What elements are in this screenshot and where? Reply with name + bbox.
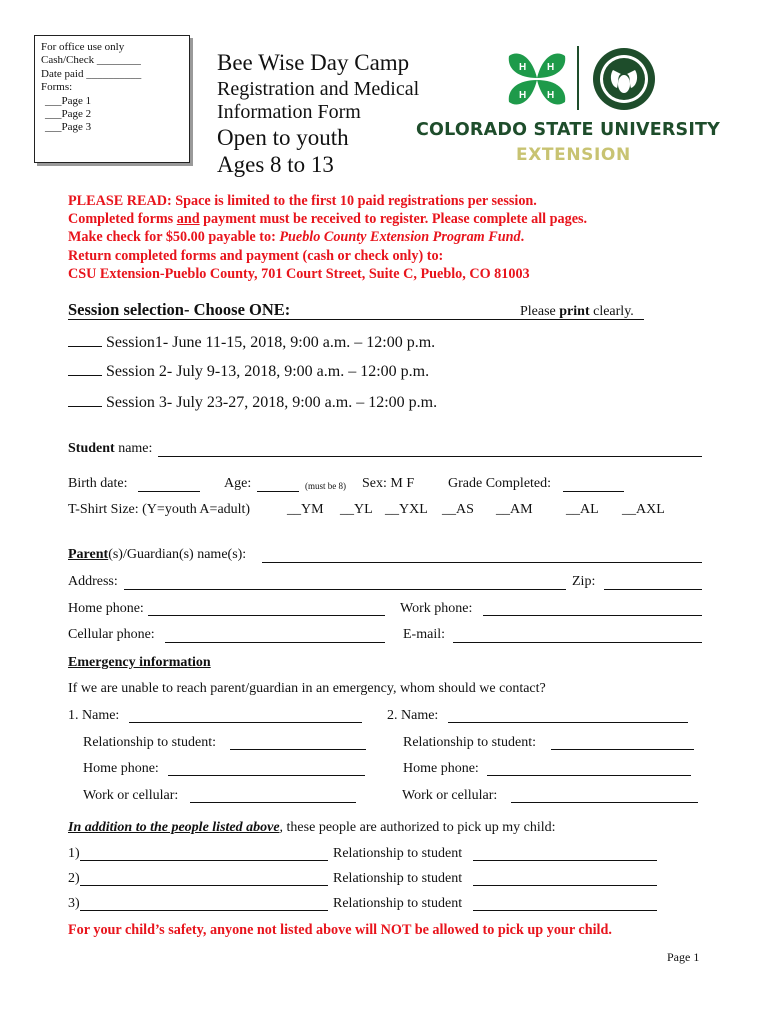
notice-line2-a: Completed forms xyxy=(68,211,177,228)
pickup-row-3: 3) xyxy=(68,896,80,911)
logo-divider xyxy=(577,46,579,110)
contact2-relationship-field[interactable] xyxy=(551,749,694,750)
pickup-relationship-field-3[interactable] xyxy=(473,910,657,911)
svg-text:H: H xyxy=(547,90,555,101)
birth-date-field[interactable] xyxy=(138,491,200,492)
age-note: (must be 8) xyxy=(305,481,346,491)
contact1-home-phone-field[interactable] xyxy=(168,775,365,776)
zip-label: Zip: xyxy=(572,574,596,589)
size-as[interactable]: __AS xyxy=(442,502,474,517)
pickup-intro xyxy=(68,820,556,836)
parent-label-rest: (s)/Guardian(s) name(s): xyxy=(108,547,247,562)
email-field[interactable] xyxy=(453,642,702,643)
student-label-bold: Student xyxy=(68,441,115,456)
size-yxl[interactable]: __YXL xyxy=(385,502,428,517)
contact2-name-label: 2. Name: xyxy=(387,708,439,723)
contact2-relationship-label: Relationship to student: xyxy=(403,735,536,750)
address-field[interactable] xyxy=(124,589,566,590)
pickup-row-2: 2) xyxy=(68,871,80,886)
cell-phone-label: Cellular phone: xyxy=(68,627,155,642)
size-al[interactable]: __AL xyxy=(566,502,599,517)
notice-line3-b: . xyxy=(520,229,525,246)
session1-blank[interactable] xyxy=(68,345,102,347)
session3-option[interactable] xyxy=(68,394,437,412)
office-page2: ___Page 2 xyxy=(45,108,92,121)
contact1-relationship-field[interactable] xyxy=(230,749,366,750)
camp-title: Bee Wise Day Camp xyxy=(217,50,410,75)
contact1-work-cell-label: Work or cellular: xyxy=(83,788,179,803)
zip-field[interactable] xyxy=(604,589,702,590)
csu-wordmark: COLORADO STATE UNIVERSITY xyxy=(416,120,721,140)
student-label-rest: name: xyxy=(114,441,153,456)
size-am[interactable]: __AM xyxy=(496,502,533,517)
session1-option[interactable] xyxy=(68,334,435,352)
print-note-bold: print xyxy=(559,304,590,319)
contact2-home-phone-field[interactable] xyxy=(487,775,691,776)
session2-label: Session 2- July 9-13, 2018, 9:00 a.m. – 12:00 p.m. xyxy=(106,363,430,380)
cell-phone-field[interactable] xyxy=(165,642,385,643)
csu-ram-seal xyxy=(589,46,659,112)
contact2-work-cell-label: Work or cellular: xyxy=(402,788,498,803)
session3-blank[interactable] xyxy=(68,405,102,407)
session1-label: Session1- June 11-15, 2018, 9:00 a.m. – 12:00 p.m. xyxy=(106,334,436,351)
home-phone-label: Home phone: xyxy=(68,601,144,616)
parent-name-field[interactable] xyxy=(262,562,702,563)
session-heading-rule xyxy=(68,319,512,320)
registration-notice xyxy=(68,192,587,283)
contact1-home-phone-label: Home phone: xyxy=(83,761,159,776)
student-name-field[interactable] xyxy=(158,456,702,457)
size-ym[interactable]: __YM xyxy=(287,502,324,517)
pickup-relationship-label-2: Relationship to student xyxy=(333,871,463,886)
pickup-name-field-2[interactable] xyxy=(80,885,328,886)
home-phone-field[interactable] xyxy=(148,615,385,616)
age-label: Age: xyxy=(224,476,252,491)
age-field[interactable] xyxy=(257,491,299,492)
address-label: Address: xyxy=(68,574,118,589)
birth-date-label: Birth date: xyxy=(68,476,128,491)
form-title xyxy=(217,78,419,124)
contact2-home-phone-label: Home phone: xyxy=(403,761,479,776)
emergency-question: If we are unable to reach parent/guardian in an emergency, whom should we contact? xyxy=(68,681,546,696)
size-yl[interactable]: __YL xyxy=(340,502,373,517)
office-date-paid: Date paid __________ xyxy=(41,67,142,80)
session-heading: Session selection- Choose ONE: xyxy=(68,300,291,319)
notice-line5: CSU Extension-Pueblo County, 701 Court Street, Suite C, Pueblo, CO 81003 xyxy=(68,265,530,282)
parent-label xyxy=(68,547,246,563)
notice-line4: Return completed forms and payment (cash or check only) to: xyxy=(68,247,444,264)
notice-line2 xyxy=(68,210,587,228)
svg-text:H: H xyxy=(547,62,555,73)
contact2-work-cell-field[interactable] xyxy=(511,802,698,803)
form-title-line1: Registration and Medical xyxy=(217,78,420,100)
page-number: Page 1 xyxy=(667,950,700,964)
four-h-clover-logo xyxy=(497,48,577,112)
print-clearly-note xyxy=(520,304,634,320)
print-note-a: Please xyxy=(520,304,560,319)
office-use-box xyxy=(34,35,190,163)
office-title: For office use only xyxy=(41,41,125,53)
pickup-name-field-3[interactable] xyxy=(80,910,328,911)
tshirt-label: T-Shirt Size: (Y=youth A=adult) xyxy=(68,502,251,517)
print-note-rule xyxy=(512,319,644,320)
print-note-b: clearly. xyxy=(589,304,634,319)
office-cash-check: Cash/Check ________ xyxy=(41,54,141,67)
office-forms: Forms: xyxy=(41,81,73,94)
contact1-work-cell-field[interactable] xyxy=(190,802,356,803)
grade-label: Grade Completed: xyxy=(448,476,552,491)
contact2-name-field[interactable] xyxy=(448,722,688,723)
form-title-line2: Information Form xyxy=(217,101,361,123)
office-page1: ___Page 1 xyxy=(45,94,92,107)
sex-label: Sex: M F xyxy=(362,476,415,491)
pickup-intro-rest: , these people are authorized to pick up my child: xyxy=(279,820,556,835)
pickup-relationship-field-1[interactable] xyxy=(473,860,657,861)
student-name-label xyxy=(68,441,152,457)
pickup-name-field-1[interactable] xyxy=(80,860,328,861)
pickup-relationship-field-2[interactable] xyxy=(473,885,657,886)
parent-label-bold: Parent xyxy=(68,547,109,562)
pickup-relationship-label-1: Relationship to student xyxy=(333,846,463,861)
safety-warning: For your child’s safety, anyone not listed above will NOT be allowed to pick up your child. xyxy=(68,922,612,938)
svg-text:H: H xyxy=(519,62,527,73)
notice-and: and xyxy=(176,211,200,228)
office-page3: ___Page 3 xyxy=(45,121,92,134)
contact1-name-label: 1. Name: xyxy=(68,708,120,723)
open-to-youth: Open to youth xyxy=(217,125,349,150)
session3-label: Session 3- July 23-27, 2018, 9:00 a.m. – 12:00 p.m. xyxy=(106,394,438,411)
notice-line2-b: payment must be received to register. Please complete all pages. xyxy=(199,211,588,228)
work-phone-label: Work phone: xyxy=(400,601,473,616)
contact1-name-field[interactable] xyxy=(129,722,362,723)
svg-text:H: H xyxy=(519,90,527,101)
pickup-intro-bold: In addition to the people listed above xyxy=(68,820,280,835)
work-phone-field[interactable] xyxy=(483,615,702,616)
pickup-relationship-label-3: Relationship to student xyxy=(333,896,463,911)
size-axl[interactable]: __AXL xyxy=(622,502,665,517)
extension-wordmark: EXTENSION xyxy=(516,145,631,165)
notice-line1: PLEASE READ: Space is limited to the first 10 paid registrations per session. xyxy=(68,193,537,209)
pickup-row-1: 1) xyxy=(68,846,80,861)
notice-line3-a: Make check for $50.00 payable to: xyxy=(68,229,280,246)
eligibility xyxy=(217,124,349,178)
session2-blank[interactable] xyxy=(68,374,102,376)
payee-name: Pueblo County Extension Program Fund xyxy=(279,229,521,246)
emergency-heading: Emergency information xyxy=(68,655,211,670)
grade-field[interactable] xyxy=(563,491,624,492)
session2-option[interactable] xyxy=(68,363,429,381)
age-range: Ages 8 to 13 xyxy=(217,152,334,177)
email-label: E-mail: xyxy=(403,627,445,642)
notice-line3 xyxy=(68,228,587,246)
contact1-relationship-label: Relationship to student: xyxy=(83,735,216,750)
